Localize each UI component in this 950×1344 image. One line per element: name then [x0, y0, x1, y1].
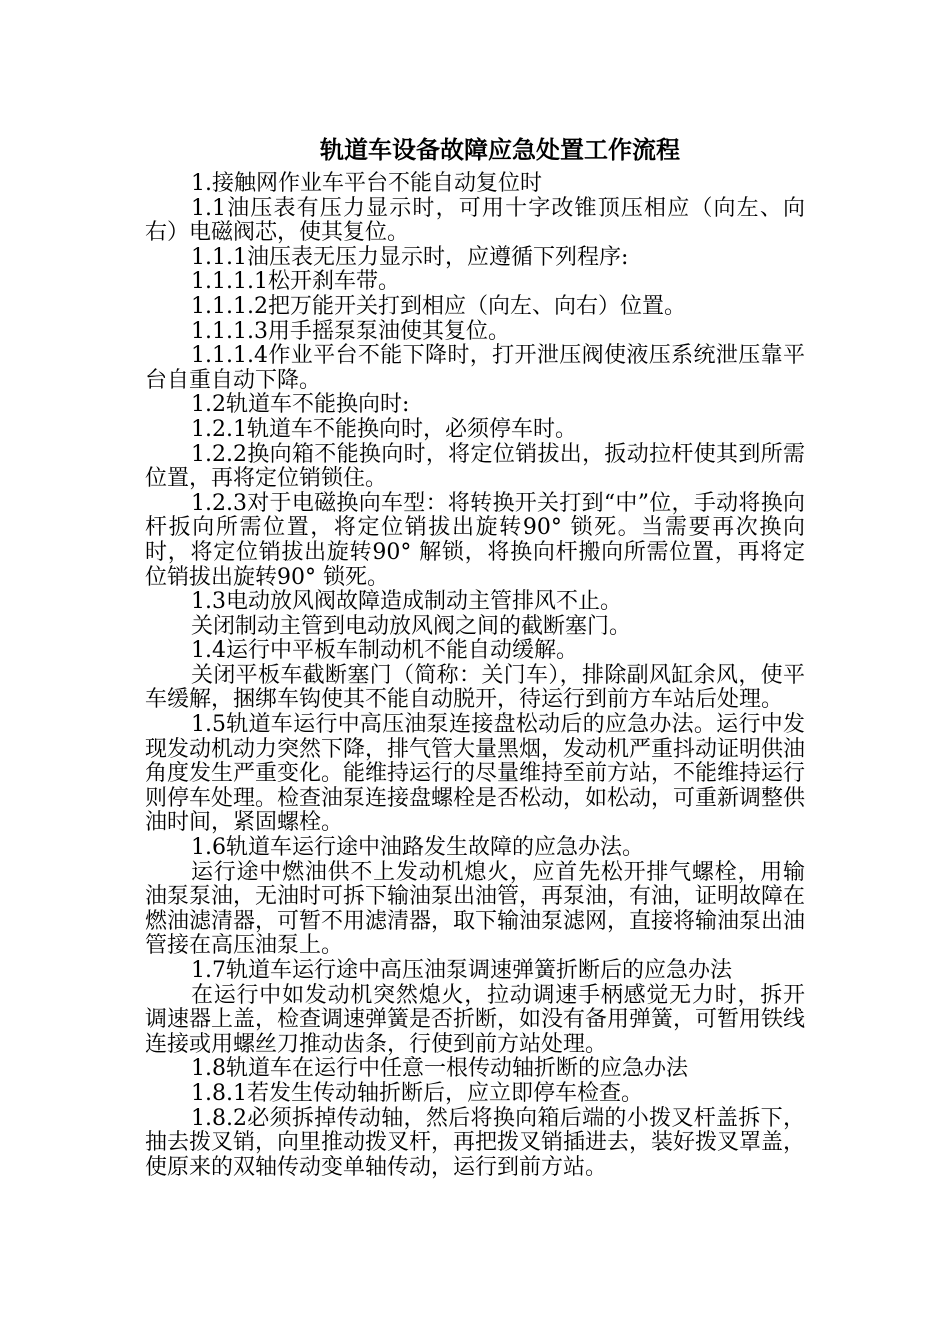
paragraph: 1.5轨道车运行中高压油泵连接盘松动后的应急办法。运行中发现发动机动力突然下降，排气管大量黑烟，发动机严重抖动证明供油角度发生严重变化。能维持运行的尽量维持至前方站，不能维持运行则停车处理。检查油泵连接盘螺栓是否松动，如松动，可重新调整供油时间，紧固螺栓。 [145, 712, 806, 836]
paragraph: 1.6轨道车运行途中油路发生故障的应急办法。 [191, 835, 644, 861]
paragraph: 在运行中如发动机突然熄火，拉动调速手柄感觉无力时，拆开调速器上盖，检查调速弹簧是否折断，如没有备用弹簧，可暂用铁线连接或用螺丝刀推动齿条，行使到前方站处理。 [145, 982, 806, 1057]
paragraph: 1.接触网作业车平台不能自动复位时 [191, 171, 542, 196]
paragraph: 关闭平板车截断塞门（简称：关门车），排除副风缸余风，使平车缓解，捆绑车钩使其不能自动脱开，待运行到前方车站后处理。 [145, 662, 805, 713]
paragraph: 1.8轨道车在运行中任意一根传动轴折断的应急办法 [191, 1056, 688, 1082]
paragraph: 1.1油压表有压力显示时，可用十字改锥顶压相应（向左、向右）电磁阀芯，使其复位。 [145, 195, 805, 246]
paragraph: 1.1.1.3用手摇泵泵油使其复位。 [191, 318, 510, 344]
paragraph: 1.4运行中平板车制动机不能自动缓解。 [191, 638, 578, 664]
paragraph: 1.1.1油压表无压力显示时，应遵循下列程序: [191, 244, 629, 270]
paragraph: 1.7轨道车运行途中高压油泵调速弹簧折断后的应急办法 [191, 958, 732, 983]
paragraph: 1.3电动放风阀故障造成制动主管排风不止。 [191, 589, 622, 615]
paragraph: 1.8.2必须拆掉传动轴，然后将换向箱后端的小拨叉杆盖拆下，抽去拨叉销，向里推动拨叉杆，再把拨叉销插进去，装好拨叉罩盖，使原来的双轴传动变单轴传动，运行到前方站。 [145, 1105, 806, 1180]
paragraph: 1.1.1.1松开刹车带。 [191, 269, 400, 295]
paragraph: 1.1.1.2把万能开关打到相应（向左、向右）位置。 [191, 293, 686, 319]
paragraph: 关闭制动主管到电动放风阀之间的截断塞门。 [191, 613, 632, 639]
paragraph: 1.2轨道车不能换向时: [191, 392, 410, 418]
paragraph: 1.2.1轨道车不能换向时，必须停车时。 [191, 416, 577, 442]
paragraph: 运行途中燃油供不上发动机熄火，应首先松开排气螺栓，用输油泵泵油，无油时可拆下输油泵出油管，再泵油，有油，证明故障在燃油滤清器，可暂不用滤清器，取下输油泵滤网，直接将输油泵出油管接在高压油泵上。 [145, 859, 806, 959]
paragraph: 1.2.3对于电磁换向车型：将转换开关打到“中”位，手动将换向杆扳向所需位置，将定位销拔出旋转90° 锁死。当需要再次换向时，将定位销拔出旋转90° 解锁，将换向杆搬向所需位置，再将定位销拔出旋转90° 锁死。 [145, 490, 805, 590]
document-body [145, 172, 805, 1180]
paragraph: 1.2.2换向箱不能换向时，将定位销拔出，扳动拉杆使其到所需位置，再将定位销锁住。 [145, 441, 805, 492]
paragraph: 1.1.1.4作业平台不能下降时，打开泄压阀使液压系统泄压靠平台自重自动下降。 [145, 343, 805, 393]
page-title: 轨道车设备故障应急处置工作流程 [320, 136, 680, 164]
paragraph: 1.8.1若发生传动轴折断后，应立即停车检查。 [191, 1080, 643, 1106]
